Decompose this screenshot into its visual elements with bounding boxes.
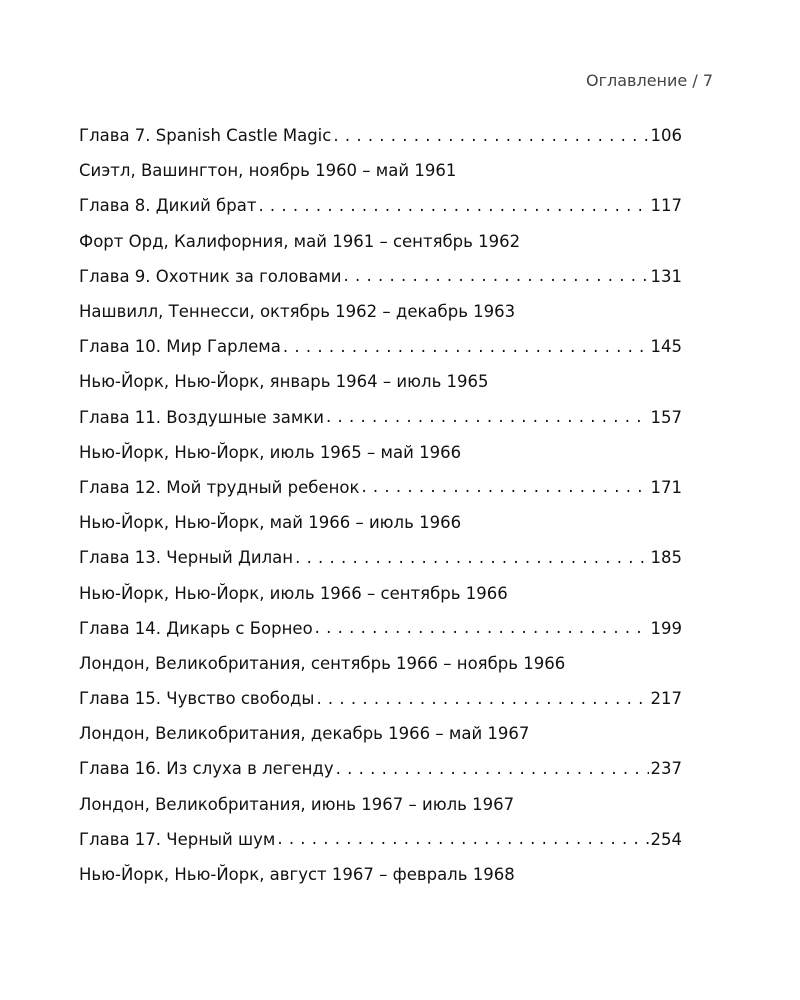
toc-chapter-entry[interactable] xyxy=(79,470,682,505)
toc-location-line: Нью-Йорк, Нью-Йорк, январь 1964 – июль 1965 xyxy=(79,372,489,392)
toc-chapter-entry[interactable] xyxy=(79,611,682,646)
toc-chapter-entry[interactable] xyxy=(79,259,682,294)
page-number: 171 xyxy=(650,477,682,497)
toc-location-line: Нью-Йорк, Нью-Йорк, август 1967 – февраль 1968 xyxy=(79,865,515,885)
toc-location-line: Лондон, Великобритания, июнь 1967 – июль 1967 xyxy=(79,794,515,814)
toc-chapter-entry[interactable] xyxy=(79,329,682,364)
toc-location-line: Нью-Йорк, Нью-Йорк, июль 1966 – сентябрь 1966 xyxy=(79,583,508,603)
page-number: 106 xyxy=(650,126,682,146)
toc-chapter-entry[interactable] xyxy=(79,400,682,435)
page-number: 217 xyxy=(650,689,682,709)
dot-leader xyxy=(336,759,649,779)
toc-location-line: Лондон, Великобритания, декабрь 1966 – май 1967 xyxy=(79,724,530,744)
page-number: 199 xyxy=(650,618,682,638)
toc-location-line: Нью-Йорк, Нью-Йорк, май 1966 – июль 1966 xyxy=(79,513,462,533)
dot-leader xyxy=(333,126,648,146)
page-number: 237 xyxy=(650,759,682,779)
dot-leader xyxy=(361,477,648,497)
chapter-title: Глава 15. Чувство свободы xyxy=(79,689,315,709)
dot-leader xyxy=(316,689,648,709)
toc-location-line: Сиэтл, Вашингтон, ноябрь 1960 – май 1961 xyxy=(79,161,457,181)
toc-chapter-entry[interactable] xyxy=(79,540,682,575)
chapter-title: Глава 8. Дикий брат xyxy=(79,196,257,216)
dot-leader xyxy=(344,266,649,286)
dot-leader xyxy=(258,196,648,216)
dot-leader xyxy=(326,407,649,427)
chapter-title: Глава 11. Воздушные замки xyxy=(79,407,324,427)
chapter-title: Глава 13. Черный Дилан xyxy=(79,548,294,568)
toc-chapter-entry[interactable] xyxy=(79,188,682,223)
toc-chapter-entry[interactable] xyxy=(79,751,682,786)
page-number: 145 xyxy=(650,337,682,357)
dot-leader xyxy=(277,829,648,849)
page-number: 254 xyxy=(650,829,682,849)
page-number: 185 xyxy=(650,548,682,568)
chapter-title: Глава 17. Черный шум xyxy=(79,829,276,849)
toc-chapter-entry[interactable] xyxy=(79,118,682,153)
chapter-title: Глава 9. Охотник за головами xyxy=(79,266,342,286)
table-of-contents xyxy=(79,118,682,892)
chapter-title: Глава 16. Из слуха в легенду xyxy=(79,759,334,779)
toc-location-line: Нью-Йорк, Нью-Йорк, июль 1965 – май 1966 xyxy=(79,442,462,462)
page-number: 157 xyxy=(650,407,682,427)
chapter-title: Глава 7. Spanish Castle Magic xyxy=(79,126,332,146)
toc-chapter-entry[interactable] xyxy=(79,681,682,716)
page-number: 131 xyxy=(650,266,682,286)
toc-location-line: Форт Орд, Калифорния, май 1961 – сентябрь 1962 xyxy=(79,231,521,251)
dot-leader xyxy=(283,337,649,357)
running-header: Оглавление / 7 xyxy=(586,71,713,90)
toc-location-line: Нашвилл, Теннесси, октябрь 1962 – декабрь 1963 xyxy=(79,302,516,322)
dot-leader xyxy=(295,548,648,568)
dot-leader xyxy=(315,618,649,638)
chapter-title: Глава 14. Дикарь с Борнео xyxy=(79,618,313,638)
chapter-title: Глава 12. Мой трудный ребенок xyxy=(79,477,360,497)
page-number: 117 xyxy=(650,196,682,216)
chapter-title: Глава 10. Мир Гарлема xyxy=(79,337,281,357)
toc-location-line: Лондон, Великобритания, сентябрь 1966 – ноябрь 1966 xyxy=(79,653,566,673)
toc-chapter-entry[interactable] xyxy=(79,822,682,857)
